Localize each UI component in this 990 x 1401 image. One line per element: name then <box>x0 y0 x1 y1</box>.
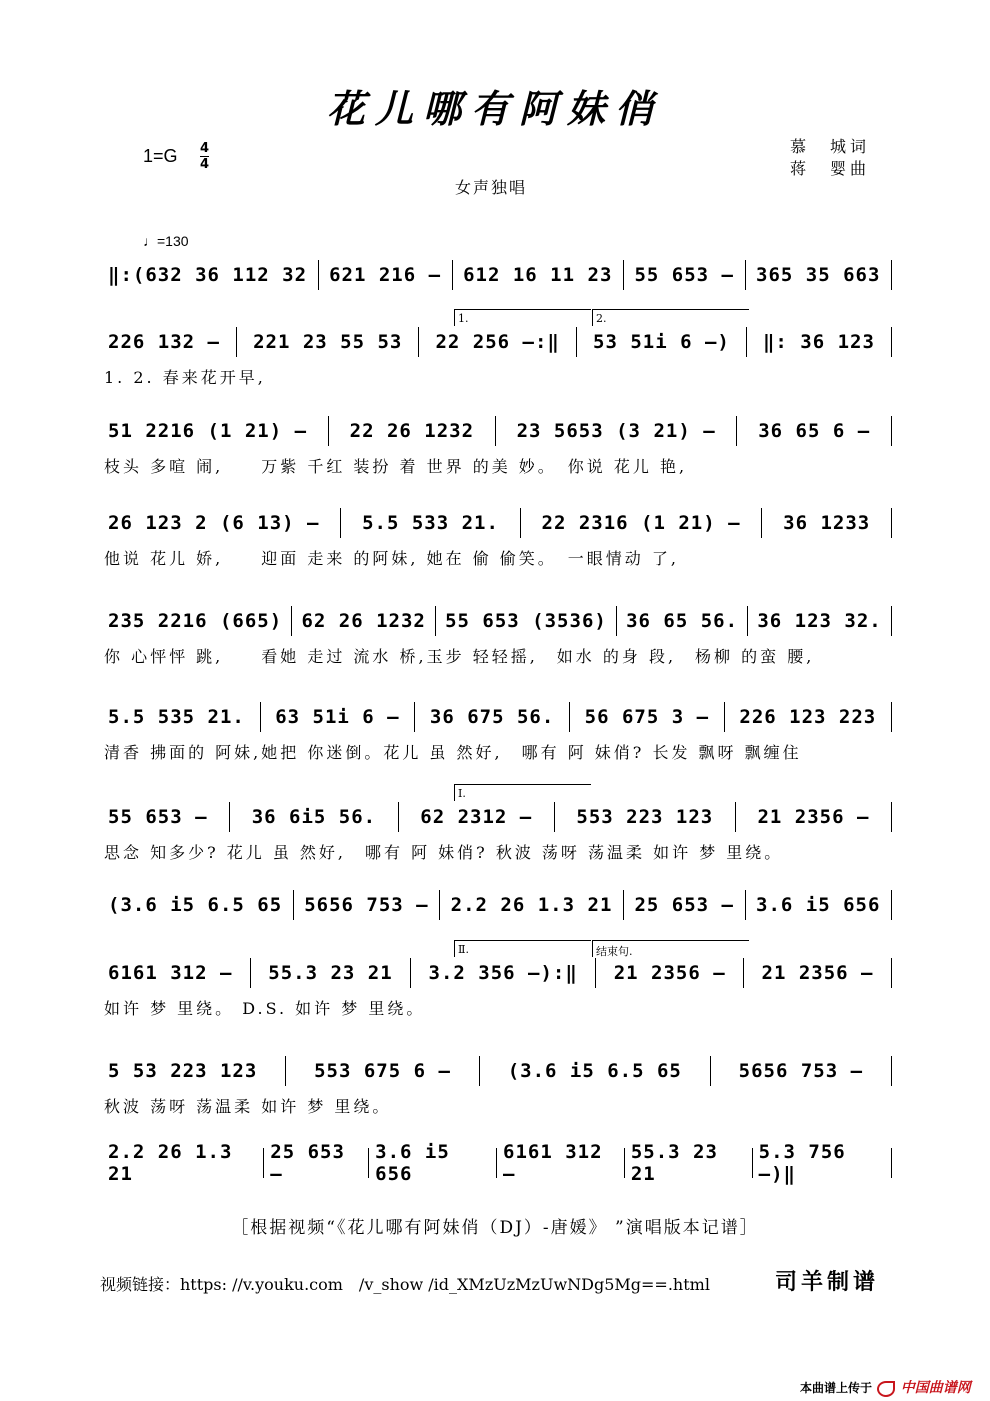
barline <box>452 260 453 290</box>
volta-bracket: 结束句. <box>592 940 749 957</box>
source-note: ［根据视频“《花儿哪有阿妹俏（DJ）-唐媛》 ”演唱版本记谱］ <box>231 1218 759 1238</box>
measure: (3.6 i5 6.5 65 <box>507 1060 682 1082</box>
measure: 3.6 i5 656 <box>375 1141 450 1185</box>
barline <box>495 416 496 446</box>
measure: 22 2316 (1 21) – <box>541 512 741 534</box>
barline <box>479 1056 480 1086</box>
measure: 25 653 – <box>270 1141 345 1185</box>
measure: ‖:(632 36 112 32 <box>108 264 308 286</box>
measure: (3.6 i5 6.5 65 <box>108 894 283 916</box>
barline <box>891 1056 892 1086</box>
barline <box>745 260 746 290</box>
measure: 55 653 – <box>634 264 734 286</box>
lyrics-row: 你 心怦怦 跳, 看她 走过 流水 桥,玉步 轻轻摇, 如水 的身 段, 杨柳 的蛮 腰, <box>104 647 815 666</box>
barline <box>616 606 617 636</box>
barline <box>340 508 341 538</box>
volta-bracket: 2. <box>592 309 749 326</box>
lyrics-row: 秋波 荡呀 荡温柔 如许 梦 里绕。 <box>104 1097 392 1116</box>
measure: 226 132 – <box>108 331 220 353</box>
composer: 蒋 婴曲 <box>790 159 871 178</box>
measure: 55 653 (3536) <box>445 610 607 632</box>
measure: 51 2216 (1 21) – <box>108 420 308 442</box>
notation-row <box>104 506 894 540</box>
barline <box>293 890 294 920</box>
barline <box>891 1148 892 1178</box>
measure: 23 5653 (3 21) – <box>516 420 716 442</box>
barline <box>250 958 251 988</box>
measure: 56 675 3 – <box>584 706 710 728</box>
barline <box>745 890 746 920</box>
measure: 55 653 – <box>108 806 208 828</box>
barline <box>736 416 737 446</box>
barline <box>624 1148 625 1178</box>
measure: 2.2 26 1.3 21 <box>450 894 613 916</box>
measure: 36 1233 <box>783 512 871 534</box>
meter-top: 4 <box>200 141 210 156</box>
footer-text: 本曲谱上传于 <box>800 1381 873 1395</box>
barline <box>623 890 624 920</box>
measure: 36 65 6 – <box>758 420 871 442</box>
lyrics-row: 清香 拂面的 阿妹,她把 你迷倒。花儿 虽 然好, 哪有 阿 妹俏? 长发 飘呀 飘缠住 <box>104 743 802 762</box>
barline <box>710 1056 711 1086</box>
notation-row <box>104 888 894 922</box>
key-signature: 1=G <box>143 146 178 166</box>
barline <box>891 606 892 636</box>
measure: 553 223 123 <box>576 806 714 828</box>
barline <box>520 508 521 538</box>
measure: 36 6i5 56. <box>251 806 377 828</box>
barline <box>735 802 736 832</box>
measure: 21 2356 – <box>761 962 874 984</box>
barline <box>236 327 237 357</box>
measure: 226 123 223 <box>739 706 877 728</box>
measure: 55.3 23 21 <box>630 1141 718 1185</box>
notation-row <box>104 414 894 448</box>
barline <box>368 1148 369 1178</box>
footer-site[interactable]: 中国曲谱网 <box>900 1379 971 1395</box>
lyrics-row: 他说 花儿 娇, 迎面 走来 的阿妹, 她在 偷 偷笑。 一眼情动 了, <box>104 549 679 568</box>
barline <box>761 508 762 538</box>
measure: 5.3 756 –)‖ <box>758 1141 846 1185</box>
volta-bracket: Ⅰ. <box>454 784 591 801</box>
notation-row <box>104 325 894 359</box>
notation-row <box>104 604 894 638</box>
measure: 62 2312 – <box>420 806 533 828</box>
barline <box>891 958 892 988</box>
measure: 5656 753 – <box>304 894 429 916</box>
measure: ‖: 36 123 <box>762 331 875 353</box>
measure: 21 2356 – <box>757 806 870 828</box>
measure: 221 23 55 53 <box>253 331 403 353</box>
measure: 3.2 356 –):‖ <box>428 962 578 984</box>
measure: 25 653 – <box>634 894 734 916</box>
measure: 62 26 1232 <box>301 610 426 632</box>
barline <box>623 260 624 290</box>
lyrics-row: 1. 2. 春来花开早, <box>104 368 266 387</box>
measure: 21 2356 – <box>613 962 726 984</box>
video-link[interactable]: 视频链接：https: //v.youku.com /v_show /id_XMzUzMzUwNDg5Mg==.html <box>100 1275 710 1294</box>
barline <box>891 508 892 538</box>
barline <box>891 260 892 290</box>
barline <box>398 802 399 832</box>
measure: 53 51i 6 –) <box>593 331 730 353</box>
barline <box>263 1148 264 1178</box>
song-title: 花儿哪有阿妹俏 <box>326 86 663 131</box>
time-signature <box>200 141 209 172</box>
barline <box>418 327 419 357</box>
upload-footer <box>800 1377 971 1397</box>
barline <box>891 416 892 446</box>
barline <box>891 890 892 920</box>
measure: 22 256 –:‖ <box>435 331 560 353</box>
measure: 365 35 663 <box>756 264 881 286</box>
lyrics-row: 如许 梦 里绕。 D.S. 如许 梦 里绕。 <box>104 999 426 1018</box>
barline <box>746 327 747 357</box>
barline <box>752 1148 753 1178</box>
notator-signature: 司羊制谱 <box>775 1269 880 1295</box>
measure: 3.6 i5 656 <box>756 894 881 916</box>
barline <box>291 606 292 636</box>
site-logo-icon <box>877 1381 895 1397</box>
barline <box>229 802 230 832</box>
barline <box>891 702 892 732</box>
barline <box>439 890 440 920</box>
barline <box>891 802 892 832</box>
measure: 553 675 6 – <box>314 1060 451 1082</box>
notation-row <box>104 258 894 292</box>
barline <box>496 1148 497 1178</box>
barline <box>554 802 555 832</box>
barline <box>285 1056 286 1086</box>
barline <box>891 327 892 357</box>
measure: 36 675 56. <box>429 706 555 728</box>
barline <box>576 327 577 357</box>
notation-row <box>104 956 894 990</box>
measure: 5656 753 – <box>738 1060 864 1082</box>
lyricist: 慕 城词 <box>790 137 871 156</box>
notation-row <box>104 700 894 734</box>
barline <box>569 702 570 732</box>
measure: 612 16 11 23 <box>463 264 613 286</box>
barline <box>435 606 436 636</box>
notation-row <box>104 1141 894 1185</box>
lyrics-row: 枝头 多喧 闹, 万紫 千红 装扮 着 世界 的美 妙。 你说 花儿 艳, <box>104 457 688 476</box>
measure: 36 65 56. <box>626 610 739 632</box>
tempo-marking: ♩=130 <box>143 233 189 249</box>
barline <box>595 958 596 988</box>
barline <box>724 702 725 732</box>
barline <box>328 416 329 446</box>
measure: 2.2 26 1.3 21 <box>108 1141 233 1185</box>
barline <box>410 958 411 988</box>
barline <box>743 958 744 988</box>
barline <box>260 702 261 732</box>
measure: 55.3 23 21 <box>268 962 393 984</box>
credits <box>790 136 870 180</box>
measure: 63 51i 6 – <box>275 706 400 728</box>
measure: 5.5 533 21. <box>362 512 499 534</box>
measure: 6161 312 – <box>503 1141 603 1185</box>
meter-bottom: 4 <box>200 157 210 172</box>
measure: 36 123 32. <box>757 610 882 632</box>
voice-type: 女声独唱 <box>455 178 528 197</box>
barline <box>747 606 748 636</box>
measure: 5.5 535 21. <box>108 706 245 728</box>
measure: 5 53 223 123 <box>108 1060 258 1082</box>
measure: 235 2216 (665) <box>108 610 283 632</box>
measure: 22 26 1232 <box>349 420 475 442</box>
lyrics-row: 思念 知多少? 花儿 虽 然好, 哪有 阿 妹俏? 秋波 荡呀 荡温柔 如许 梦 里绕。 <box>104 843 784 862</box>
measure: 621 216 – <box>329 264 442 286</box>
measure: 26 123 2 (6 13) – <box>108 512 320 534</box>
barline <box>414 702 415 732</box>
volta-bracket: Ⅱ. <box>454 940 591 957</box>
notation-row <box>104 800 894 834</box>
barline <box>318 260 319 290</box>
notation-row <box>104 1054 894 1088</box>
volta-bracket: 1. <box>454 309 591 326</box>
measure: 6161 312 – <box>108 962 233 984</box>
